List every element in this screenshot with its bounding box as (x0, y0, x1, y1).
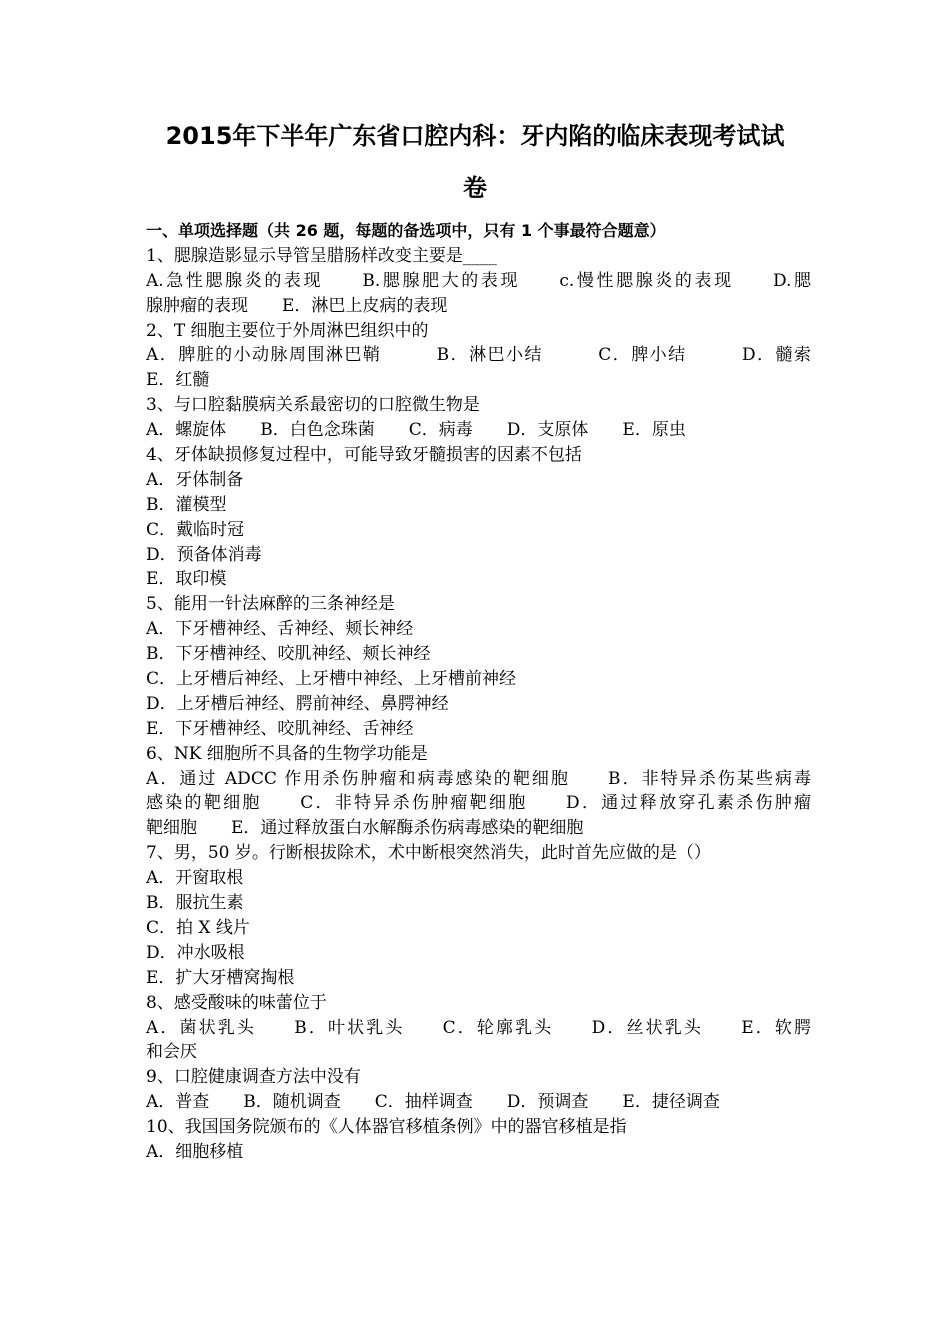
question-5-option-d: D．上牙槽后神经、腭前神经、鼻腭神经 (146, 693, 449, 714)
question-4-option-d: D．预备体消毒 (146, 544, 262, 565)
question-2-options: A．脾脏的小动脉周围淋巴鞘 B．淋巴小结 C．脾小结 D．髓索 (146, 345, 811, 366)
document-title-line-1: 2015年下半年广东省口腔内科：牙内陷的临床表现考试试 (165, 122, 785, 150)
question-7-option-e: E．扩大牙槽窝掏根 (146, 967, 295, 988)
question-7-stem: 7、男，50 岁。行断根拔除术，术中断根突然消失，此时首先应做的是（） (146, 843, 711, 864)
question-5-option-c: C．上牙槽后神经、上牙槽中神经、上牙槽前神经 (146, 669, 517, 690)
question-7-option-b: B．服抗生素 (146, 893, 244, 914)
question-2-stem: 2、T 细胞主要位于外周淋巴组织中的 (146, 320, 429, 341)
document-title-line-2: 卷 (463, 174, 487, 202)
question-4-option-e: E．取印模 (146, 569, 227, 590)
question-7-option-a: A．开窗取根 (146, 868, 244, 889)
question-5-option-e: E．下牙槽神经、咬肌神经、舌神经 (146, 718, 414, 739)
question-4-option-b: B．灌模型 (146, 494, 227, 515)
question-1-options: A.急性腮腺炎的表现 B.腮腺肥大的表现 c.慢性腮腺炎的表现 D.腮 (146, 270, 811, 291)
question-10-stem: 10、我国国务院颁布的《人体器官移植条例》中的器官移植是指 (146, 1117, 627, 1138)
question-4-option-a: A．牙体制备 (146, 469, 244, 490)
question-1-options-cont: 腺肿瘤的表现 E．淋巴上皮病的表现 (146, 295, 448, 316)
question-9-stem: 9、口腔健康调查方法中没有 (146, 1067, 361, 1088)
document-body (146, 219, 811, 1165)
question-4-option-c: C．戴临时冠 (146, 519, 245, 540)
question-4-stem: 4、牙体缺损修复过程中，可能导致牙髓损害的因素不包括 (146, 445, 582, 466)
question-9-options: A．普查 B．随机调查 C．抽样调查 D．预调查 E．捷径调查 (146, 1092, 720, 1113)
question-1-stem: 1、腮腺造影显示导管呈腊肠样改变主要是____ (146, 245, 497, 266)
section-header: 一、单项选择题（共 26 题，每题的备选项中，只有 1 个事最符合题意） (146, 221, 666, 240)
question-5-option-b: B．下牙槽神经、咬肌神经、颊长神经 (146, 644, 431, 665)
question-7-option-d: D．冲水吸根 (146, 942, 245, 963)
question-10-option-a: A．细胞移植 (146, 1141, 244, 1162)
question-5-option-a: A．下牙槽神经、舌神经、颊长神经 (146, 619, 414, 640)
question-2-options-cont: E．红髓 (146, 370, 210, 391)
question-7-option-c: C．拍 X 线片 (146, 917, 250, 938)
question-6-options-cont-2: 靶细胞 E．通过释放蛋白水解酶杀伤病毒感染的靶细胞 (146, 818, 584, 839)
question-3-options: A．螺旋体 B．白色念珠菌 C．病毒 D．支原体 E．原虫 (146, 420, 686, 441)
question-8-stem: 8、感受酸味的味蕾位于 (146, 992, 327, 1013)
question-6-stem: 6、NK 细胞所不具备的生物学功能是 (146, 743, 428, 764)
question-5-stem: 5、能用一针法麻醉的三条神经是 (146, 594, 395, 615)
question-8-options-cont: 和会厌 (146, 1042, 197, 1063)
question-6-options: A．通过 ADCC 作用杀伤肿瘤和病毒感染的靶细胞 B．非特异杀伤某些病毒 (146, 768, 811, 789)
question-8-options: A．菌状乳头 B．叶状乳头 C．轮廓乳头 D．丝状乳头 E．软腭 (146, 1017, 811, 1038)
question-3-stem: 3、与口腔黏膜病关系最密切的口腔微生物是 (146, 395, 480, 416)
question-6-options-cont-1: 感染的靶细胞 C．非特异杀伤肿瘤靶细胞 D．通过释放穿孔素杀伤肿瘤 (146, 793, 811, 814)
